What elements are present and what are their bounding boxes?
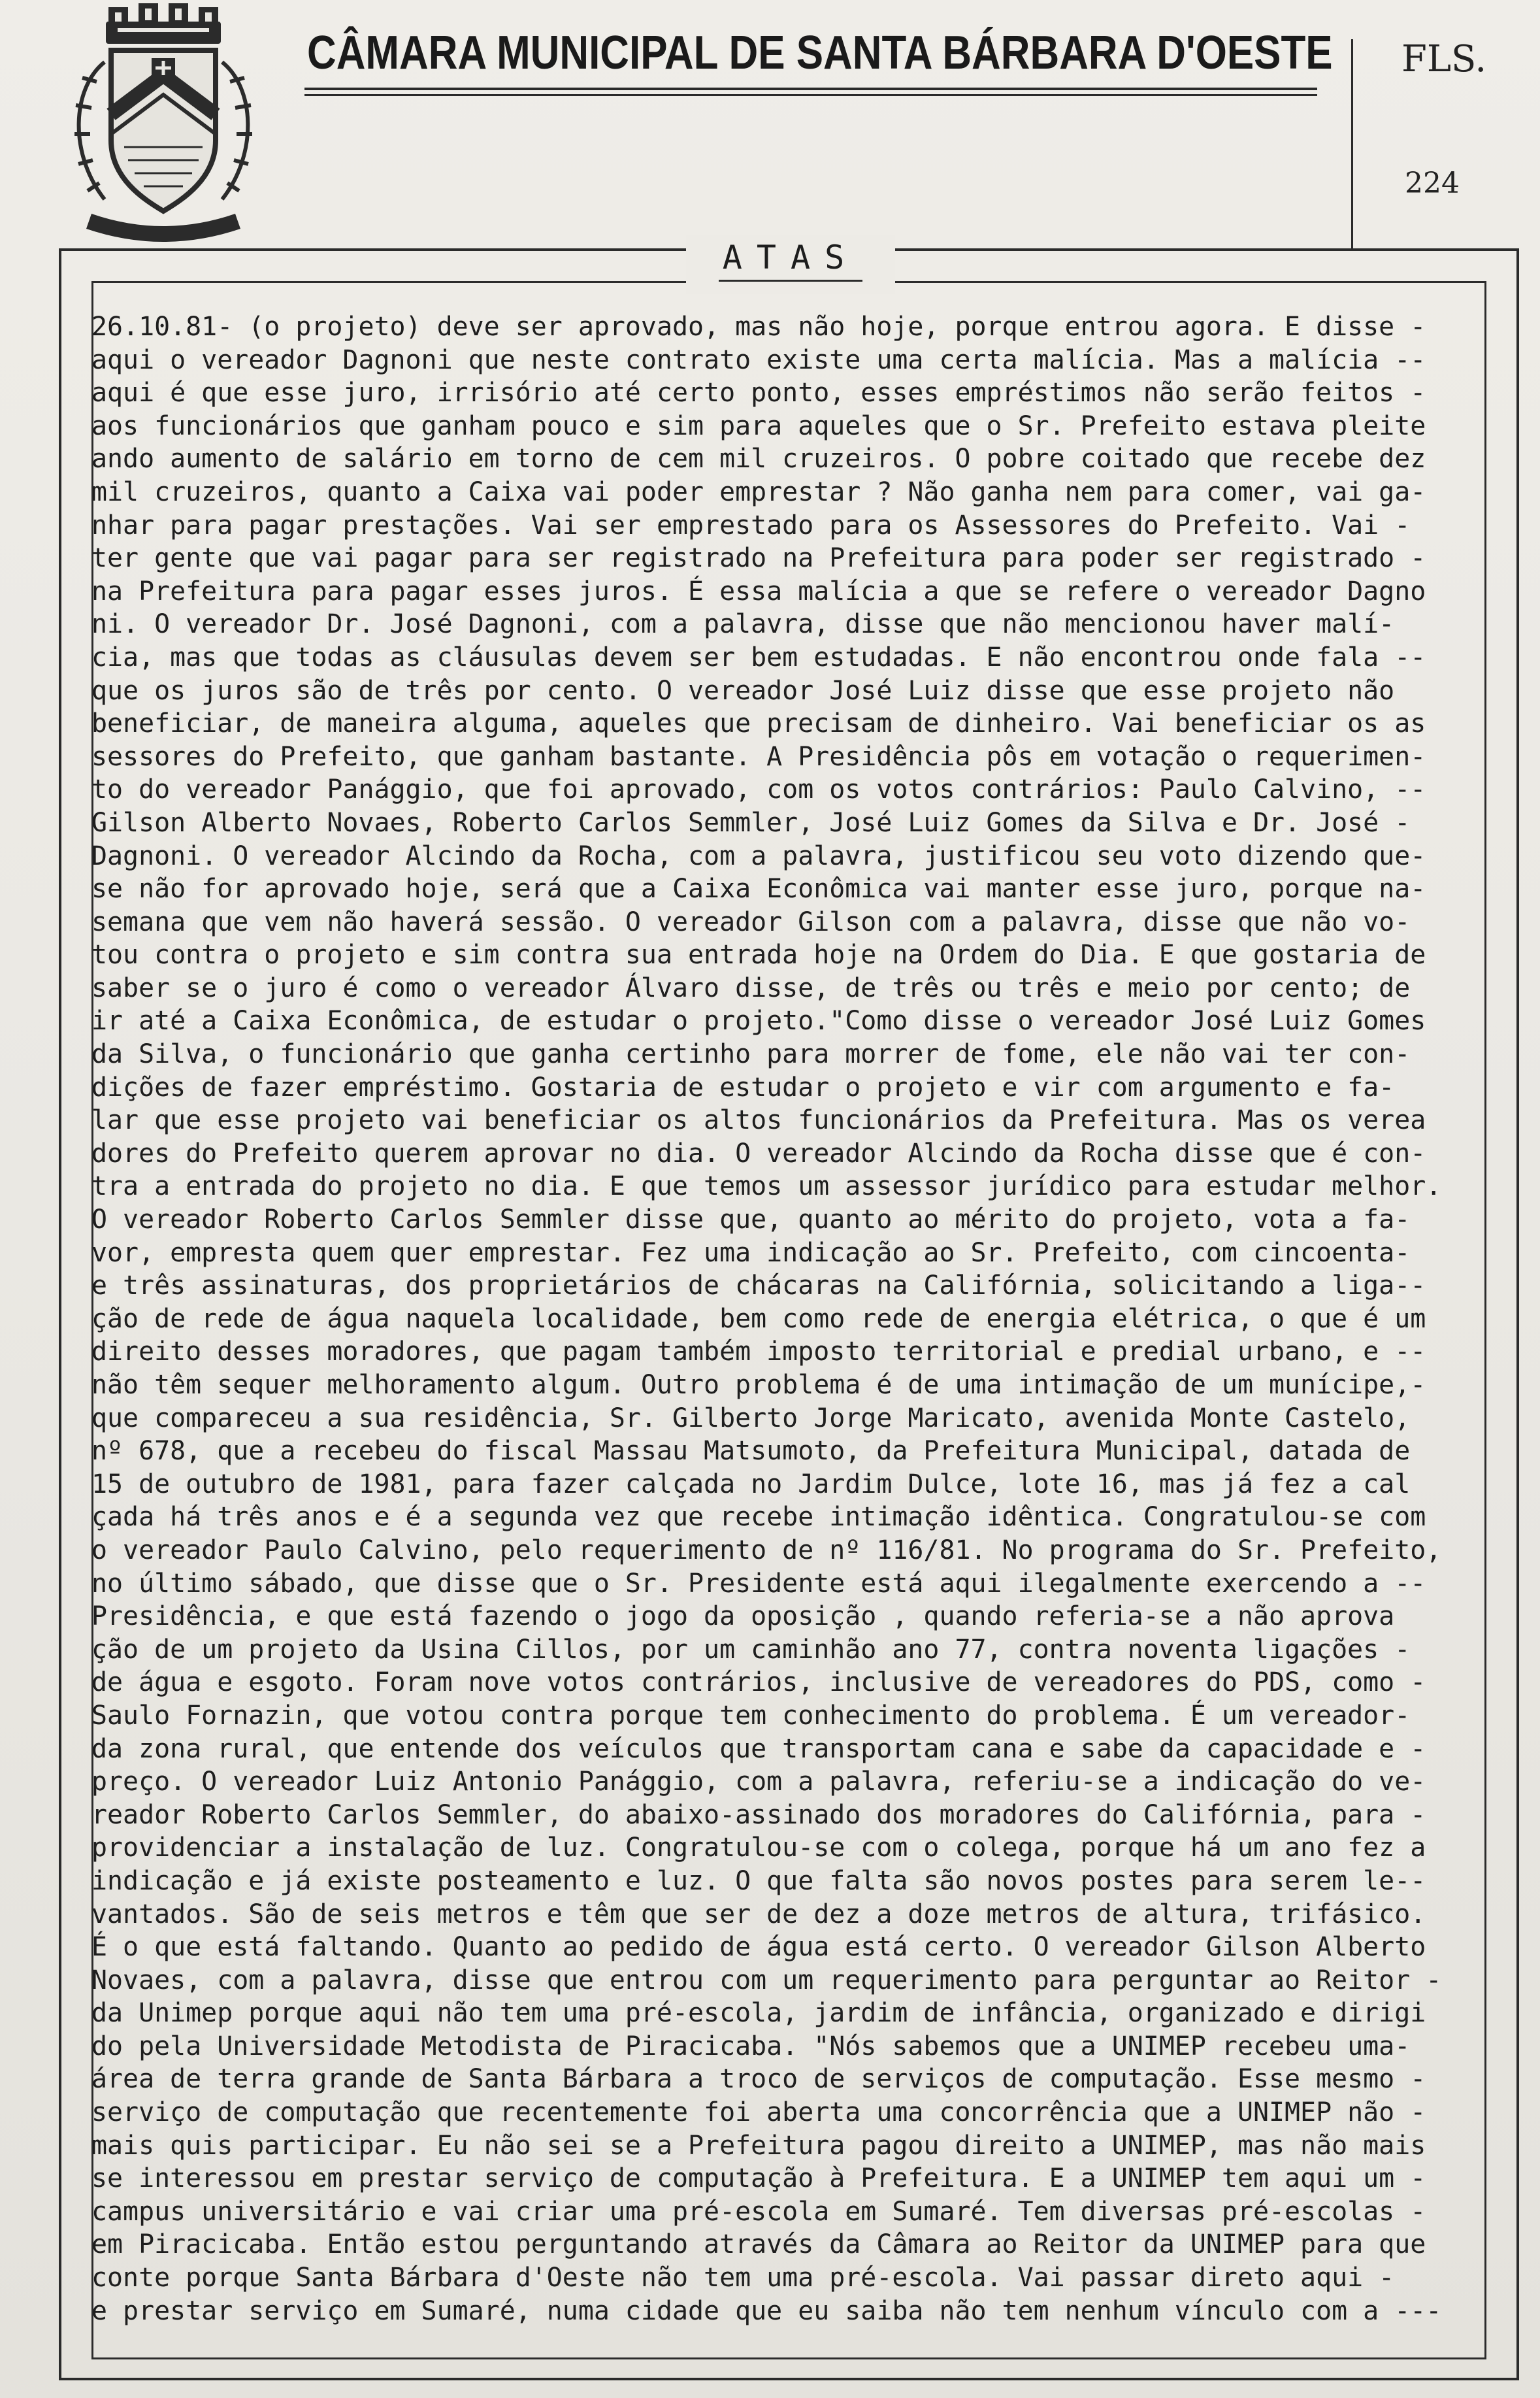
minutes-line: ter gente que vai pagar para ser registrado na Prefeitura para poder ser registrado - — [91, 543, 1426, 574]
minutes-line: ir até a Caixa Econômica, de estudar o projeto."Como disse o vereador José Luiz Gomes — [91, 1006, 1426, 1037]
minutes-line: semana que vem não haverá sessão. O vereador Gilson com a palavra, disse que não vo- — [91, 907, 1411, 937]
minutes-line: nº 678, que a recebeu do fiscal Massau Matsumoto, da Prefeitura Municipal, datada de — [91, 1436, 1411, 1467]
minutes-line: tra a entrada do projeto no dia. E que temos um assessor jurídico para estudar melhor. — [91, 1171, 1442, 1202]
minutes-line: do pela Universidade Metodista de Piracicaba. "Nós sabemos que a UNIMEP recebeu uma- — [91, 2031, 1411, 2061]
minutes-line: mais quis participar. Eu não sei se a Prefeitura pagou direito a UNIMEP, mas não mais — [91, 2130, 1426, 2161]
minutes-line: aos funcionários que ganham pouco e sim para aqueles que o Sr. Prefeito estava pleite — [91, 410, 1426, 441]
minutes-line: não têm sequer melhoramento algum. Outro problema é de uma intimação de um munícipe,- — [91, 1370, 1426, 1400]
section-title-underline — [719, 280, 862, 282]
minutes-line: Saulo Fornazin, que votou contra porque tem conhecimento do problema. É um vereador- — [91, 1700, 1411, 1731]
minutes-line: se não for aprovado hoje, será que a Caixa Econômica vai manter esse juro, porque na- — [91, 874, 1426, 905]
minutes-line: aqui é que esse juro, irrisório até certo ponto, esses empréstimos não serão feitos - — [91, 378, 1426, 408]
minutes-line: o vereador Paulo Calvino, pelo requerimento de nº 116/81. No programa do Sr. Prefeito, — [91, 1535, 1442, 1565]
minutes-line: da zona rural, que entende dos veículos que transportam cana e sabe da capacidade e - — [91, 1733, 1426, 1764]
minutes-line: vantados. São de seis metros e têm que ser de dez a doze metros de altura, trifásico. — [91, 1899, 1426, 1929]
minutes-line: se interessou em prestar serviço de computação à Prefeitura. E a UNIMEP tem aqui um - — [91, 2163, 1426, 2194]
minutes-line: Novaes, com a palavra, disse que entrou com um requerimento para perguntar ao Reitor - — [91, 1965, 1442, 1995]
minutes-line: 26.10.81- (o projeto) deve ser aprovado, mas não hoje, porque entrou agora. E disse - — [91, 312, 1426, 342]
minutes-body — [91, 310, 1483, 2327]
minutes-line: campus universitário e vai criar uma pré-escola em Sumaré. Tem diversas pré-escolas - — [91, 2196, 1426, 2227]
minutes-line: cia, mas que todas as cláusulas devem ser bem estudadas. E não encontrou onde fala -- — [91, 642, 1426, 673]
chamber-title: CÂMARA MUNICIPAL DE SANTA BÁRBARA D'OESTE — [307, 27, 1333, 79]
minutes-line: beneficiar, de maneira alguma, aqueles que precisam de dinheiro. Vai beneficiar os as — [91, 708, 1426, 739]
minutes-line: preço. O vereador Luiz Antonio Panággio, com a palavra, referiu-se a indicação do ve- — [91, 1767, 1426, 1797]
minutes-line: mil cruzeiros, quanto a Caixa vai poder emprestar ? Não ganha nem para comer, vai ga- — [91, 476, 1426, 507]
minutes-line: Gilson Alberto Novaes, Roberto Carlos Semmler, José Luiz Gomes da Silva e Dr. José - — [91, 807, 1411, 838]
page-number: 224 — [1405, 167, 1460, 200]
minutes-line: direito desses moradores, que pagam também imposto territorial e predial urbano, e -- — [91, 1337, 1426, 1367]
minutes-line: que compareceu a sua residência, Sr. Gilberto Jorge Maricato, avenida Monte Castelo, — [91, 1403, 1411, 1433]
minutes-line: ção de rede de água naquela localidade, bem como rede de energia elétrica, o que é um — [91, 1303, 1426, 1334]
minutes-line: ando aumento de salário em torno de cem mil cruzeiros. O pobre coitado que recebe dez — [91, 444, 1426, 475]
minutes-line: indicação e já existe posteamento e luz. O que falta são novos postes para serem le-- — [91, 1865, 1426, 1896]
minutes-line: que os juros são de três por cento. O vereador José Luiz disse que esse projeto não — [91, 675, 1395, 706]
minutes-line: serviço de computação que recentemente foi aberta uma concorrência que a UNIMEP não - — [91, 2097, 1426, 2128]
minutes-line: ção de um projeto da Usina Cillos, por um caminhão ano 77, contra noventa ligações - — [91, 1634, 1411, 1665]
minutes-line: aqui o vereador Dagnoni que neste contrato existe uma certa malícia. Mas a malícia -- — [91, 344, 1426, 375]
minutes-line: providenciar a instalação de luz. Congratulou-se com o colega, porque há um ano fez a — [91, 1833, 1426, 1863]
minutes-line: área de terra grande de Santa Bárbara a troco de serviços de computação. Esse mesmo - — [91, 2064, 1426, 2095]
minutes-line: no último sábado, que disse que o Sr. Presidente está aqui ilegalmente exercendo a -- — [91, 1568, 1426, 1599]
fls-label: FLS. — [1401, 38, 1487, 80]
header-rule-double — [304, 94, 1317, 96]
minutes-line: e três assinaturas, dos proprietários de chácaras na Califórnia, solicitando a liga-- — [91, 1271, 1426, 1301]
minutes-line: Presidência, e que está fazendo o jogo da oposição , quando referia-se a não aprova — [91, 1601, 1395, 1632]
minutes-line: na Prefeitura para pagar esses juros. É essa malícia a que se refere o vereador Dagno — [91, 576, 1426, 607]
minutes-line: to do vereador Panággio, que foi aprovado, com os votos contrários: Paulo Calvino, -- — [91, 774, 1426, 805]
minutes-line: sessores do Prefeito, que ganham bastante. A Presidência pôs em votação o requerimen- — [91, 741, 1426, 772]
minutes-line: vor, empresta quem quer emprestar. Fez uma indicação ao Sr. Prefeito, com cincoenta- — [91, 1237, 1411, 1268]
minutes-line: de água e esgoto. Foram nove votos contrários, inclusive de vereadores do PDS, como - — [91, 1667, 1426, 1698]
header-rule — [304, 88, 1317, 90]
minutes-line: da Silva, o funcionário que ganha certinho para morrer de fome, ele não vai ter con- — [91, 1039, 1411, 1070]
minutes-line: É o que está faltando. Quanto ao pedido de água está certo. O vereador Gilson Alberto — [91, 1932, 1426, 1963]
minutes-line: çada há três anos e é a segunda vez que recebe intimação idêntica. Congratulou-se com — [91, 1502, 1426, 1533]
minutes-line: Dagnoni. O vereador Alcindo da Rocha, com a palavra, justificou seu voto dizendo que- — [91, 841, 1426, 871]
minutes-line: saber se o juro é como o vereador Álvaro disse, de três ou três e meio por cento; de — [91, 973, 1411, 1003]
minutes-line: dições de fazer empréstimo. Gostaria de estudar o projeto e vir com argumento e fa- — [91, 1072, 1395, 1103]
minutes-line: nhar para pagar prestações. Vai ser emprestado para os Assessores do Prefeito. Vai - — [91, 510, 1411, 541]
minutes-line: lar que esse projeto vai beneficiar os altos funcionários da Prefeitura. Mas os verea — [91, 1105, 1426, 1136]
minutes-line: tou contra o projeto e sim contra sua entrada hoje na Ordem do Dia. E que gostaria de — [91, 940, 1426, 971]
minutes-line: da Unimep porque aqui não tem uma pré-escola, jardim de infância, organizado e dirigi — [91, 1998, 1426, 2029]
minutes-line: conte porque Santa Bárbara d'Oeste não tem uma pré-escola. Vai passar direto aqui - — [91, 2263, 1395, 2293]
minutes-line: reador Roberto Carlos Semmler, do abaixo-assinado dos moradores do Califórnia, para - — [91, 1799, 1426, 1830]
minutes-line: O vereador Roberto Carlos Semmler disse que, quanto ao mérito do projeto, vota a fa- — [91, 1205, 1411, 1235]
minutes-line: ni. O vereador Dr. José Dagnoni, com a palavra, disse que não mencionou haver malí- — [91, 609, 1395, 640]
section-title: ATAS — [722, 239, 859, 276]
minutes-line: 15 de outubro de 1981, para fazer calçada no Jardim Dulce, lote 16, mas já fez a cal — [91, 1469, 1411, 1499]
minutes-line: e prestar serviço em Sumaré, numa cidade que eu saiba não tem nenhum vínculo com a --- — [91, 2295, 1442, 2326]
coat-of-arms-icon — [65, 3, 261, 245]
header-divider — [1351, 39, 1353, 248]
minutes-line: em Piracicaba. Então estou perguntando através da Câmara ao Reitor da UNIMEP para que — [91, 2229, 1426, 2260]
minutes-line: dores do Prefeito querem aprovar no dia. O vereador Alcindo da Rocha disse que é con- — [91, 1138, 1426, 1169]
